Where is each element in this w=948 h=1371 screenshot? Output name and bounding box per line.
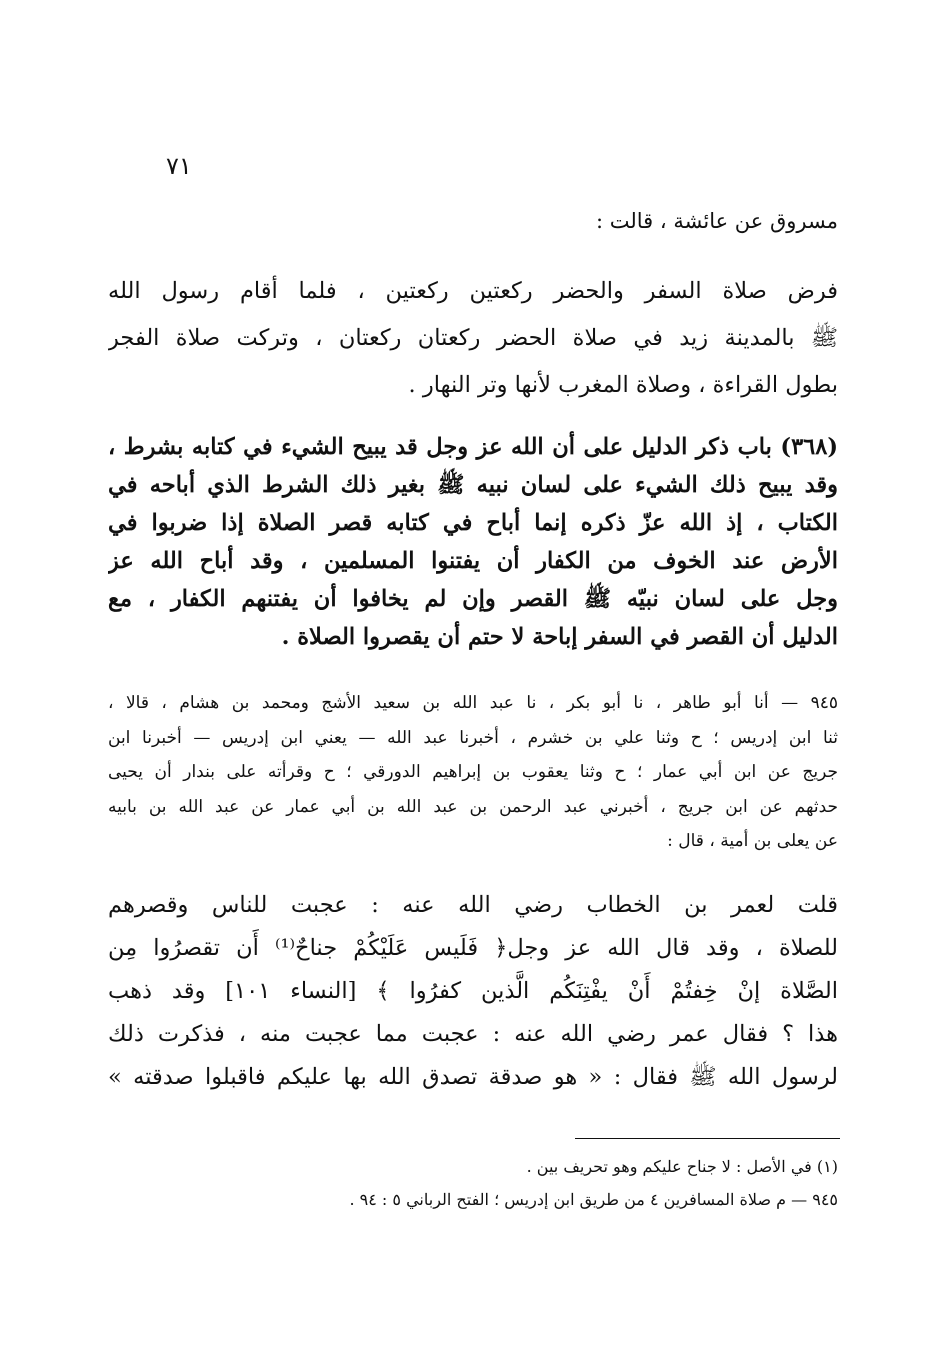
- footnote: (١) في الأصل : لا جناح عليكم وهو تحريف بين .: [526, 1157, 838, 1176]
- matn-line: للصلاة ، وقد قال الله عز وجل﴿ فَلَيس عَلَيْكُمْ جناحٌ⁽¹⁾ أَن تقصرُوا مِن: [108, 935, 838, 961]
- text-line: ﷺ بالمدينة زيد في صلاة الحضر ركعتان ركعتان ، وتركت صلاة الفجر: [108, 325, 838, 351]
- matn-line: لرسول الله ﷺ فقال : « هو صدقة تصدق الله بها عليكم فاقبلوا صدقته »: [108, 1064, 838, 1090]
- heading-line: الدليل أن القصر في السفر إباحة لا حتم أن يقصروا الصلاة .: [281, 624, 838, 650]
- isnad-line: ثنا ابن إدريس ؛ ح وثنا علي بن خشرم ، أخبرنا عبد الله — يعني ابن إدريس — أخبرنا ابن: [108, 727, 838, 748]
- heading-line: الكتاب ، إذ الله عزّ ذكره إنما أباح في كتابه قصر الصلاة إذا ضربوا في: [108, 510, 838, 536]
- text-line: مسروق عن عائشة ، قالت :: [596, 209, 838, 233]
- isnad-text: [108, 686, 838, 859]
- isnad-line: جريج عن ابن أبي عمار ؛ ح وثنا يعقوب بن إبراهيم الدورقي ؛ ح وقرأته على بندار أن يحيى: [108, 762, 838, 782]
- page-number: ٧١: [166, 152, 192, 180]
- footnote-divider: [575, 1138, 840, 1139]
- heading-line: وقد يبيح ذلك الشيء على لسان نبيه ﷺ بغير ذلك الشرط الذي أباحه في: [108, 472, 838, 498]
- matn-line: قلت لعمر بن الخطاب رضي الله عنه : عجبت للناس وقصرهم: [108, 892, 838, 918]
- heading-line: الأرض عند الخوف من الكفار أن يفتنوا المسلمين ، وقد أباح الله عز: [108, 548, 838, 574]
- isnad-line: ٩٤٥ — أنا أبو طاهر ، نا أبو بكر ، نا عبد الله بن سعيد الأشج ومحمد بن هشام ، قالا ،: [108, 693, 838, 713]
- isnad-line: حدثهم عن ابن جريج ، أخبرني عبد الرحمن بن عبد الله بن أبي عمار عن عبد الله بن بابيه: [108, 796, 838, 817]
- heading-line: (٣٦٨) باب ذكر الدليل على أن الله عز وجل قد يبيح الشيء في كتابه بشرط ،: [108, 434, 838, 460]
- matn-line: الصَّلاة إنْ خِفتُمْ أَنْ يفْتِنَكُم الَّذين كفرُوا ﴾ [النساء ١٠١] وقد ذهب: [108, 978, 838, 1004]
- isnad-line: عن يعلى بن أمية ، قال :: [667, 831, 838, 851]
- footnotes: [108, 1150, 838, 1216]
- matn-text: [108, 884, 838, 1099]
- footnote: ٩٤٥ — م صلاة المسافرين ٤ من طريق ابن إدريس ؛ الفتح الرباني ٥ : ٩٤ .: [349, 1190, 838, 1209]
- chapter-heading: [108, 428, 838, 656]
- text-line: فرض صلاة السفر والحضر ركعتين ركعتين ، فلما أقام رسول الله: [108, 278, 838, 304]
- intro-text: [108, 204, 838, 238]
- matn-line: هذا ؟ فقال عمر رضي الله عنه : عجبت مما عجبت منه ، فذكرت ذلك: [108, 1021, 838, 1047]
- hadith-text: [108, 268, 838, 409]
- text-line: بطول القراءة ، وصلاة المغرب لأنها وتر النهار .: [408, 372, 838, 398]
- heading-line: وجل على لسان نبيّه ﷺ القصر وإن لم يخافوا أن يفتنهم الكفار ، مع: [108, 586, 838, 612]
